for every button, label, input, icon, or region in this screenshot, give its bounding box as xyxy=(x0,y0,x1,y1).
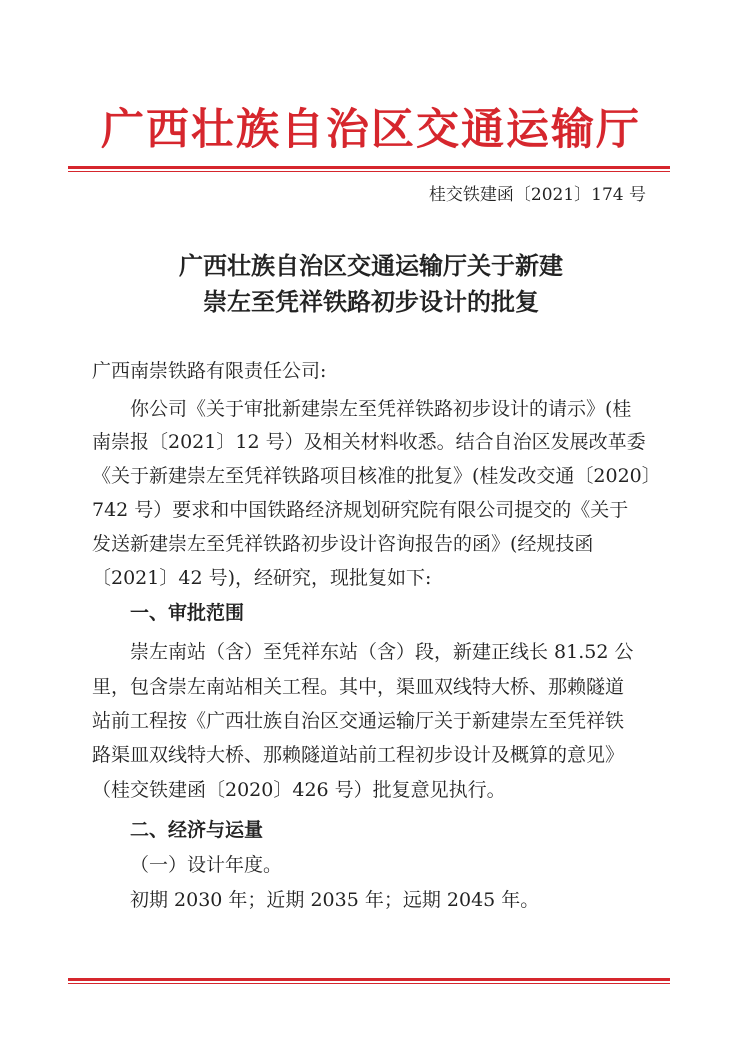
paragraph-line: 崇左南站（含）至凭祥东站（含）段，新建正线长 81.52 公 xyxy=(130,641,634,663)
org-masthead-title: 广西壮族自治区交通运输厅 xyxy=(101,105,641,155)
section-heading-approval-scope: 一、审批范围 xyxy=(130,602,245,624)
masthead-rule-thin xyxy=(68,171,670,172)
paragraph-line: 〔2021〕42 号)，经研究，现批复如下: xyxy=(92,567,432,589)
document-number: 桂交铁建函〔2021〕174 号 xyxy=(428,185,646,205)
document-title-line-2: 崇左至凭祥铁路初步设计的批复 xyxy=(203,287,539,316)
addressee: 广西南崇铁路有限责任公司: xyxy=(92,360,327,382)
paragraph-line: （桂交铁建函〔2020〕426 号）批复意见执行。 xyxy=(92,779,506,801)
paragraph-line: 发送新建崇左至凭祥铁路初步设计咨询报告的函》(经规技函 xyxy=(92,533,594,555)
paragraph-line: 你公司《关于审批新建崇左至凭祥铁路初步设计的请示》(桂 xyxy=(130,398,632,420)
section-heading-economy-traffic: 二、经济与运量 xyxy=(130,819,264,841)
paragraph-line: 里，包含崇左南站相关工程。其中，渠皿双线特大桥、那赖隧道 xyxy=(92,676,625,698)
paragraph-line: 路渠皿双线特大桥、那赖隧道站前工程初步设计及概算的意见》 xyxy=(92,744,625,766)
paragraph-line: 站前工程按《广西壮族自治区交通运输厅关于新建崇左至凭祥铁 xyxy=(92,710,625,732)
subsection-design-year: （一）设计年度。 xyxy=(130,854,283,876)
paragraph-line: 742 号）要求和中国铁路经济规划研究院有限公司提交的《关于 xyxy=(92,499,629,521)
footer-rule-thick xyxy=(68,978,670,981)
paragraph-line: 《关于新建崇左至凭祥铁路项目核准的批复》(桂发改交通〔2020〕 xyxy=(92,465,661,487)
paragraph-line: 南崇报〔2021〕12 号）及相关材料收悉。结合自治区发展改革委 xyxy=(92,431,646,453)
design-years-line: 初期 2030 年；近期 2035 年；远期 2045 年。 xyxy=(130,889,540,911)
masthead-rule-thick xyxy=(68,166,670,169)
footer-rule-thin xyxy=(68,983,670,984)
document-title-line-1: 广西壮族自治区交通运输厅关于新建 xyxy=(179,251,563,280)
